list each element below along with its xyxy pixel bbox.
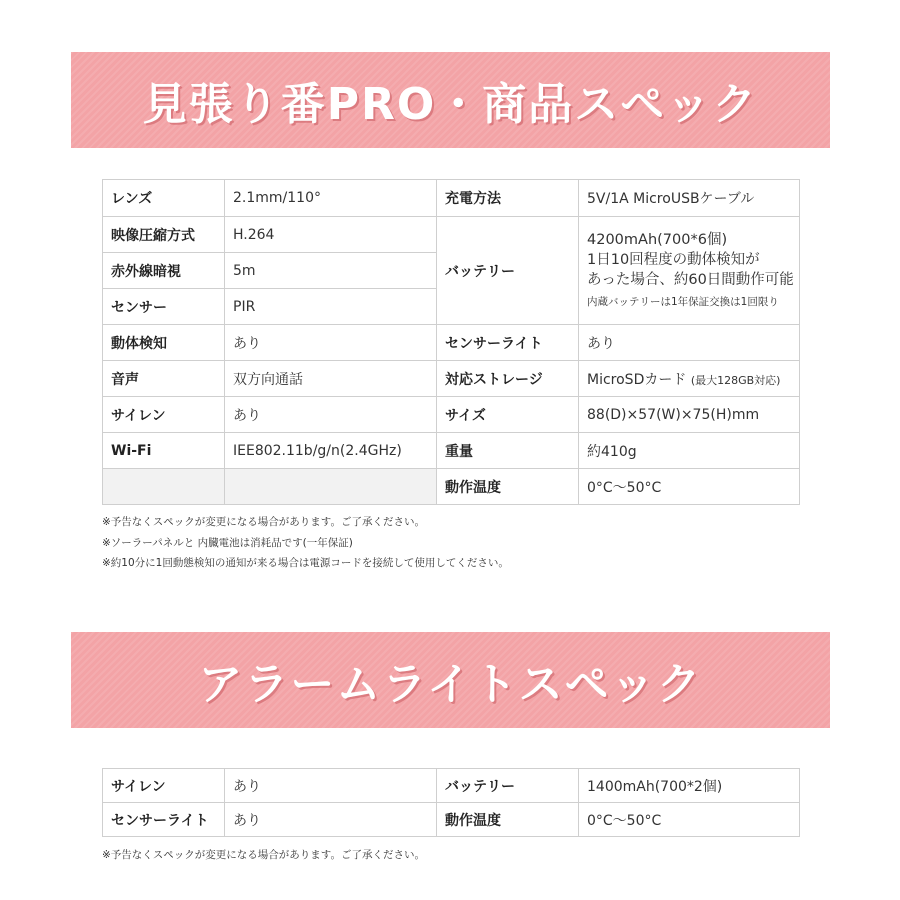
spec-value: PIR: [225, 289, 437, 325]
alarm-notes: [102, 845, 425, 866]
table-row: [103, 361, 800, 397]
note-line: ※予告なくスペックが変更になる場合があります。ご了承ください。: [102, 516, 425, 528]
spec-key: センサーライト: [103, 803, 225, 837]
product-spec-title: 見張り番PRO・商品スペック: [142, 79, 759, 130]
spec-value: 0°C〜50°C: [579, 803, 800, 837]
spec-value: H.264: [225, 217, 437, 253]
spec-key: 重量: [437, 433, 579, 469]
table-row: [103, 433, 800, 469]
battery-warranty: 内蔵バッテリーは1年保証交換は1回限り: [587, 295, 779, 308]
spec-key: 映像圧縮方式: [103, 217, 225, 253]
storage-note: (最大128GB対応): [690, 373, 781, 387]
spec-key: 動作温度: [437, 803, 579, 837]
spec-key: サイズ: [437, 397, 579, 433]
spec-key: 充電方法: [437, 180, 579, 217]
empty-cell: [225, 469, 437, 505]
spec-key: 動作温度: [437, 469, 579, 505]
alarm-light-spec-banner: [71, 632, 830, 728]
spec-value: 88(D)×57(W)×75(H)mm: [579, 397, 800, 433]
table-row: [103, 217, 800, 253]
battery-value: [579, 217, 800, 325]
spec-key: 赤外線暗視: [103, 253, 225, 289]
battery-detail-2: あった場合、約60日間動作可能: [587, 271, 794, 288]
product-spec-table: [102, 179, 800, 505]
spec-value: あり: [579, 325, 800, 361]
note-line: ※予告なくスペックが変更になる場合があります。ご了承ください。: [102, 849, 425, 861]
spec-value: あり: [225, 769, 437, 803]
spec-key: サイレン: [103, 769, 225, 803]
spec-value: 5m: [225, 253, 437, 289]
spec-value: あり: [225, 325, 437, 361]
empty-cell: [103, 469, 225, 505]
spec-value: 5V/1A MicroUSBケーブル: [579, 180, 800, 217]
spec-value: 2.1mm/110°: [225, 180, 437, 217]
product-spec-banner: [71, 52, 830, 148]
storage-value: MicroSDカード: [587, 371, 687, 388]
table-row: [103, 769, 800, 803]
alarm-light-spec-table: [102, 768, 800, 837]
spec-value: 1400mAh(700*2個): [579, 769, 800, 803]
battery-key: バッテリー: [437, 217, 579, 325]
table-row: [103, 803, 800, 837]
spec-value: 双方向通話: [225, 361, 437, 397]
spec-value: 約410g: [579, 433, 800, 469]
spec-notes: [102, 512, 509, 574]
spec-value: あり: [225, 397, 437, 433]
table-row: [103, 180, 800, 217]
spec-key: レンズ: [103, 180, 225, 217]
spec-value: あり: [225, 803, 437, 837]
spec-key: バッテリー: [437, 769, 579, 803]
spec-value: [579, 361, 800, 397]
spec-key: サイレン: [103, 397, 225, 433]
note-line: ※約10分に1回動態検知の通知が来る場合は電源コードを接続して使用してください。: [102, 557, 509, 569]
spec-key: センサー: [103, 289, 225, 325]
spec-key: 動体検知: [103, 325, 225, 361]
spec-value: 0°C〜50°C: [579, 469, 800, 505]
battery-detail-1: 1日10回程度の動体検知が: [587, 251, 760, 268]
spec-value: IEE802.11b/g/n(2.4GHz): [225, 433, 437, 469]
table-row: [103, 469, 800, 505]
table-row: [103, 325, 800, 361]
alarm-light-spec-title: アラームライトスペック: [198, 659, 703, 710]
spec-key: 対応ストレージ: [437, 361, 579, 397]
spec-key: 音声: [103, 361, 225, 397]
battery-capacity: 4200mAh(700*6個): [587, 231, 728, 248]
table-row: [103, 397, 800, 433]
note-line: ※ソーラーパネルと 内臓電池は消耗品です(一年保証): [102, 536, 353, 549]
spec-key: センサーライト: [437, 325, 579, 361]
spec-key: Wi-Fi: [103, 433, 225, 469]
